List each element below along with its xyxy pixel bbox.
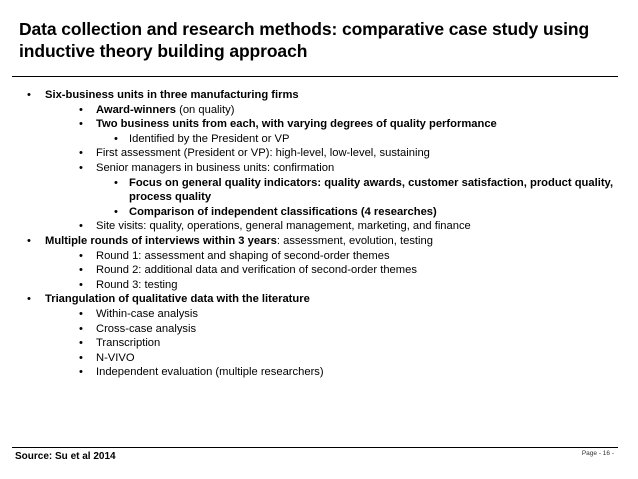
title-divider bbox=[12, 76, 618, 77]
bullet-text bbox=[96, 307, 198, 321]
bullet-point: • bbox=[79, 264, 83, 277]
bullet-text bbox=[129, 176, 613, 190]
bullet-point: • bbox=[79, 351, 83, 364]
footer-divider bbox=[12, 447, 618, 448]
bullet-point: • bbox=[79, 103, 83, 116]
bullet-text bbox=[45, 292, 310, 306]
bullet-point: • bbox=[79, 249, 83, 262]
text-run: First assessment (President or VP): high-level, low-level, sustaining bbox=[96, 147, 430, 160]
text-run: Round 1: assessment and shaping of second-order themes bbox=[96, 249, 390, 262]
text-run: N-VIVO bbox=[96, 351, 135, 364]
bold-text-run: process quality bbox=[129, 191, 212, 204]
bold-text-run: Multiple rounds of interviews within 3 years bbox=[45, 235, 277, 247]
bullet-point: • bbox=[79, 220, 83, 233]
bold-text-run: Comparison of independent classifications (4 researches) bbox=[129, 205, 437, 218]
bullet-point: • bbox=[27, 89, 31, 101]
bullet-point: • bbox=[79, 308, 83, 320]
text-run: Site visits: quality, operations, general management, marketing, and finance bbox=[96, 220, 471, 233]
bullet-point: • bbox=[79, 147, 83, 160]
text-run: Identified by the President or VP bbox=[129, 132, 290, 145]
bullet-text bbox=[129, 205, 437, 219]
bullet-text bbox=[96, 263, 417, 277]
bullet-point: • bbox=[114, 205, 118, 218]
bullet-text bbox=[96, 336, 160, 350]
bullet-text bbox=[96, 249, 390, 263]
bullet-point: • bbox=[79, 278, 83, 291]
bullet-text bbox=[96, 146, 430, 160]
bold-text-run: Six-business units in three manufacturing firms bbox=[45, 89, 299, 101]
bullet-point: • bbox=[79, 337, 83, 350]
bullet-text bbox=[96, 161, 334, 175]
bullet-point: • bbox=[27, 293, 31, 306]
text-run: Round 2: additional data and verification of second-order themes bbox=[96, 264, 417, 277]
page-number: Page - 16 - bbox=[581, 450, 614, 457]
bold-text-run: Award-winners bbox=[96, 103, 176, 116]
bold-text-run: Focus on general quality indicators: quality awards, customer satisfaction, product quality, bbox=[129, 176, 614, 189]
bullet-text bbox=[96, 365, 324, 379]
bullet-point: • bbox=[27, 235, 31, 247]
bullet-text bbox=[96, 322, 196, 336]
text-run: Transcription bbox=[96, 337, 161, 350]
text-run: Cross-case analysis bbox=[96, 322, 197, 335]
text-run: Independent evaluation (multiple researchers) bbox=[96, 366, 324, 379]
text-run: Within-case analysis bbox=[96, 308, 198, 320]
text-run: : assessment, evolution, testing bbox=[276, 235, 433, 247]
bold-text-run: Triangulation of qualitative data with the literature bbox=[45, 293, 310, 306]
bullet-point: • bbox=[79, 322, 83, 335]
source-citation: Source: Su et al 2014 bbox=[15, 451, 116, 462]
bullet-text bbox=[96, 219, 471, 233]
bullet-text bbox=[45, 88, 299, 102]
bullet-text bbox=[129, 190, 211, 204]
bullet-point: • bbox=[79, 162, 83, 174]
bullet-point: • bbox=[79, 118, 83, 131]
bullet-point: • bbox=[114, 176, 118, 189]
bullet-point: • bbox=[79, 366, 83, 379]
bold-text-run: Two business units from each, with varying degrees of quality performance bbox=[96, 118, 497, 131]
bullet-text bbox=[96, 351, 135, 365]
bullet-text bbox=[96, 117, 497, 131]
bullet-text bbox=[129, 132, 289, 146]
bullet-text bbox=[96, 278, 177, 292]
bullet-text bbox=[45, 234, 433, 248]
slide-title: Data collection and research methods: comparative case study using inductive theory building approach bbox=[19, 19, 590, 61]
text-run: Round 3: testing bbox=[96, 278, 178, 291]
bullet-text bbox=[96, 103, 234, 117]
bullet-point: • bbox=[114, 132, 118, 145]
text-run: Senior managers in business units: confirmation bbox=[96, 162, 335, 174]
text-run: (on quality) bbox=[176, 103, 235, 116]
